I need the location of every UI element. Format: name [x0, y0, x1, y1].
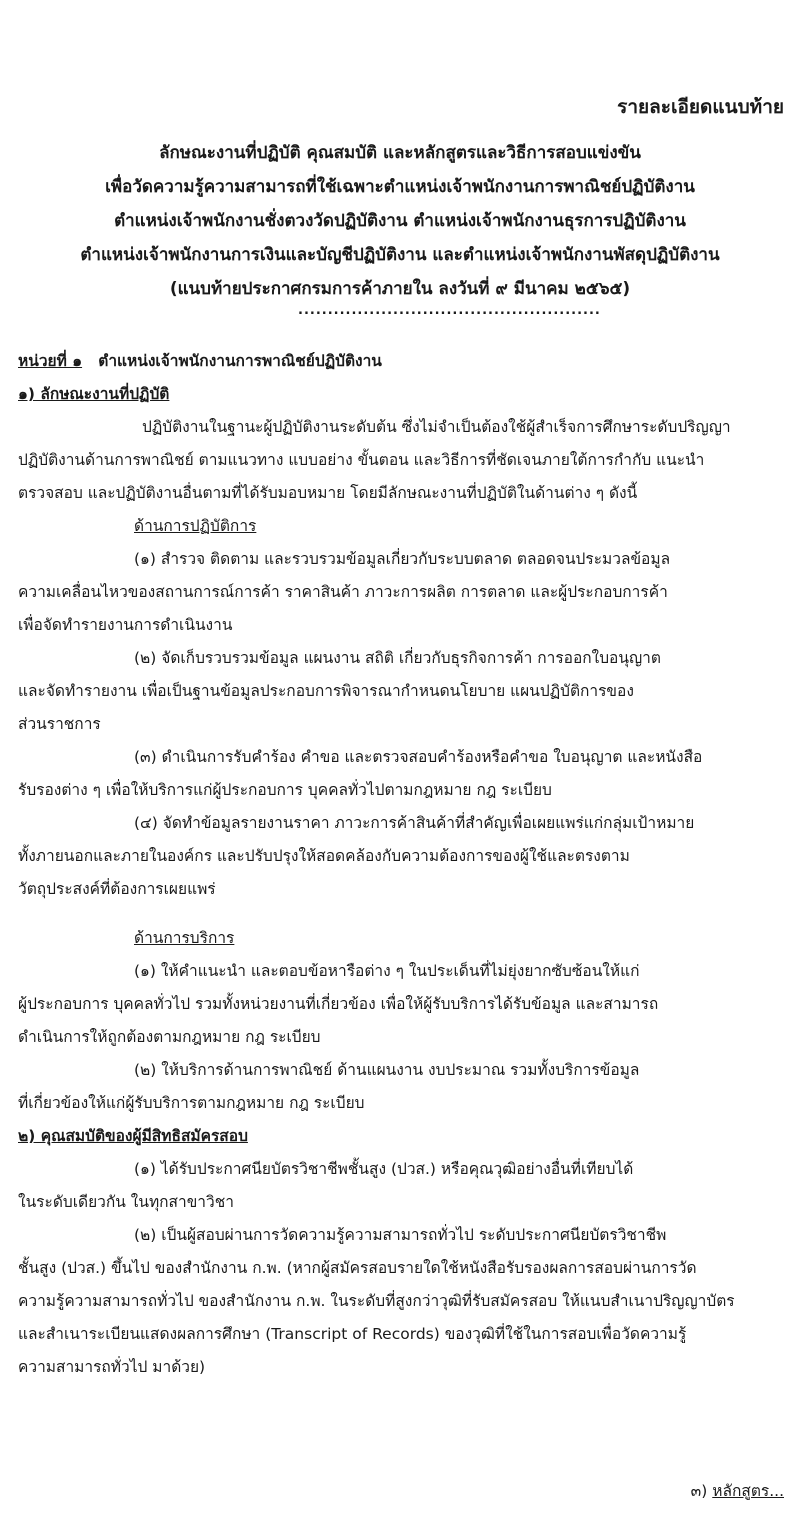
paragraph-line: (๑) สำรวจ ติดตาม และรวบรวมข้อมูลเกี่ยวกับระบบตลาด ตลอดจนประมวลข้อมูล [134, 550, 671, 568]
paragraph-line: (๓) ดำเนินการรับคำร้อง คำขอ และตรวจสอบคำร้องหรือคำขอ ใบอนุญาต และหนังสือ [134, 748, 703, 766]
subsection-title-operations: ด้านการปฏิบัติการ [134, 517, 257, 535]
unit-heading [18, 345, 790, 378]
paragraph-line: รับรองต่าง ๆ เพื่อให้บริการแก่ผู้ประกอบการ บุคคลทั่วไปตามกฎหมาย กฎ ระเบียบ [18, 781, 552, 799]
paragraph-line: (๔) จัดทำข้อมูลรายงานราคา ภาวะการค้าสินค้าที่สำคัญเพื่อเผยแพร่แก่กลุ่มเป้าหมาย [134, 814, 695, 832]
paragraph-line: วัตถุประสงค์ที่ต้องการเผยแพร่ [18, 880, 216, 898]
paragraph-line: ปฏิบัติงานด้านการพาณิชย์ ตามแนวทาง แบบอย่าง ขั้นตอน และวิธีการที่ชัดเจนภายใต้การกำกับ แนะนำ [18, 451, 705, 469]
paragraph-line: ความสามารถทั่วไป มาด้วย) [18, 1358, 206, 1376]
heading-line: ลักษณะงานที่ปฏิบัติ คุณสมบัติ และหลักสูตรและวิธีการสอบแข่งขัน [159, 143, 641, 163]
heading-line: ตำแหน่งเจ้าพนักงานการเงินและบัญชีปฏิบัติงาน และตำแหน่งเจ้าพนักงานพัสดุปฏิบัติงาน [80, 245, 720, 265]
page-continuation [691, 1478, 784, 1503]
heading-line: (แนบท้ายประกาศกรมการค้าภายใน ลงวันที่ ๙ มีนาคม ๒๕๖๕) [169, 279, 631, 299]
paragraph-line: (๑) ได้รับประกาศนียบัตรวิชาชีพชั้นสูง (ปวส.) หรือคุณวุฒิอย่างอื่นที่เทียบได้ [134, 1160, 634, 1178]
paragraph-line: ในระดับเดียวกัน ในทุกสาขาวิชา [18, 1193, 234, 1211]
paragraph-line: ผู้ประกอบการ บุคคลทั่วไป รวมทั้งหน่วยงานที่เกี่ยวข้อง เพื่อให้ผู้รับบริการได้รับข้อมูล และสามารถ [18, 995, 659, 1013]
paragraph-line: ที่เกี่ยวข้องให้แก่ผู้รับบริการตามกฎหมาย กฎ ระเบียบ [18, 1094, 365, 1112]
spacer [18, 906, 790, 922]
subsection-title-services: ด้านการบริการ [134, 929, 235, 947]
paragraph-line: ความรู้ความสามารถทั่วไป ของสำนักงาน ก.พ. ในระดับที่สูงกว่าวุฒิที่รับสมัครสอบ ให้แนบสำเนาปริญญาบัตร [18, 1292, 735, 1310]
paragraph-line: และสำเนาระเบียนแสดงผลการศึกษา (Transcript of Records) ของวุฒิที่ใช้ในการสอบเพื่อวัดความรู้ [18, 1325, 687, 1343]
paragraph-line: (๒) เป็นผู้สอบผ่านการวัดความรู้ความสามารถทั่วไป ระดับประกาศนียบัตรวิชาชีพ [134, 1226, 667, 1244]
paragraph-line: ส่วนราชการ [18, 715, 101, 733]
document-body [18, 345, 790, 1384]
paragraph-line: ความเคลื่อนไหวของสถานการณ์การค้า ราคาสินค้า ภาวะการผลิต การตลาด และผู้ประกอบการค้า [18, 583, 668, 601]
paragraph-line: เพื่อจัดทำรายงานการดำเนินงาน [18, 616, 233, 634]
paragraph-line: (๑) ให้คำแนะนำ และตอบข้อหารือต่าง ๆ ในประเด็นที่ไม่ยุ่งยากซับซ้อนให้แก่ [134, 962, 640, 980]
paragraph-line: ทั้งภายนอกและภายในองค์กร และปรับปรุงให้สอดคล้องกับความต้องการของผู้ใช้และตรงตาม [18, 847, 630, 865]
unit-title: ตำแหน่งเจ้าพนักงานการพาณิชย์ปฏิบัติงาน [98, 352, 382, 370]
heading-line: ตำแหน่งเจ้าพนักงานชั่งตวงวัดปฏิบัติงาน ตำแหน่งเจ้าพนักงานธุรการปฏิบัติงาน [114, 211, 686, 231]
paragraph-line: ตรวจสอบ และปฏิบัติงานอื่นตามที่ได้รับมอบหมาย โดยมีลักษณะงานที่ปฏิบัติในด้านต่าง ๆ ดังนี้ [18, 484, 638, 502]
continuation-number: ๓) [690, 1482, 708, 1500]
section-2-title: ๒) คุณสมบัติของผู้มีสิทธิสมัครสอบ [18, 1127, 248, 1145]
paragraph-line: ปฏิบัติงานในฐานะผู้ปฏิบัติงานระดับต้น ซึ่งไม่จำเป็นต้องใช้ผู้สำเร็จการศึกษาระดับปริญญา [142, 418, 731, 436]
paragraph-line: ดำเนินการให้ถูกต้องตามกฎหมาย กฎ ระเบียบ [18, 1028, 321, 1046]
dotted-divider: ................................................... [298, 303, 601, 318]
paragraph-line: ชั้นสูง (ปวส.) ขึ้นไป ของสำนักงาน ก.พ. (หากผู้สมัครสอบรายใดใช้หนังสือรับรองผลการสอบผ่านการวัด [18, 1259, 697, 1277]
paragraph-line: (๒) ให้บริการด้านการพาณิชย์ ด้านแผนงาน งบประมาณ รวมทั้งบริการข้อมูล [134, 1061, 640, 1079]
attachment-label: รายละเอียดแนบท้าย [617, 96, 784, 118]
section-1-title: ๑) ลักษณะงานที่ปฏิบัติ [18, 385, 170, 403]
continuation-text: หลักสูตร... [712, 1482, 784, 1500]
document-heading [30, 136, 770, 306]
paragraph-line: และจัดทำรายงาน เพื่อเป็นฐานข้อมูลประกอบการพิจารณากำหนดนโยบาย แผนปฏิบัติการของ [18, 682, 634, 700]
unit-label: หน่วยที่ ๑ [18, 352, 83, 370]
heading-line: เพื่อวัดความรู้ความสามารถที่ใช้เฉพาะตำแหน่งเจ้าพนักงานการพาณิชย์ปฏิบัติงาน [105, 177, 695, 197]
paragraph-line: (๒) จัดเก็บรวบรวมข้อมูล แผนงาน สถิติ เกี่ยวกับธุรกิจการค้า การออกใบอนุญาต [134, 649, 661, 667]
